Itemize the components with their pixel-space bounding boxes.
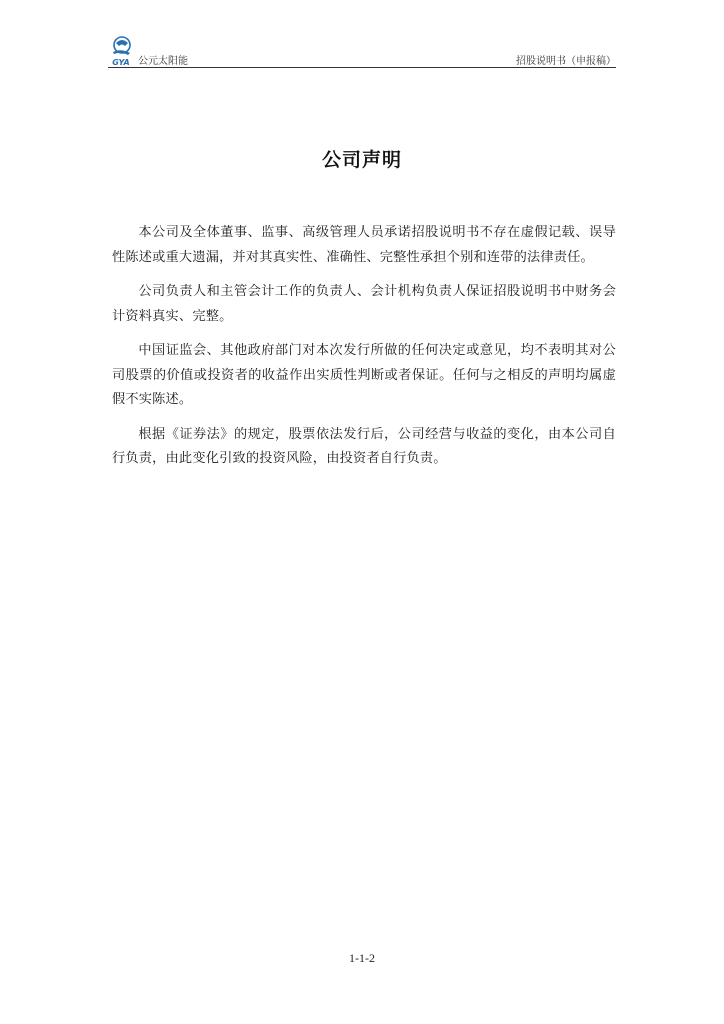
sun-bird-logo-icon (108, 34, 134, 68)
statement-body (112, 221, 616, 482)
paragraph-4: 根据《证券法》的规定，股票依法发行后，公司经营与收益的变化，由本公司自行负责，由此变化引致的投资风险，由投资者自行负责。 (112, 426, 616, 466)
paragraph-3: 中国证监会、其他政府部门对本次发行所做的任何决定或意见，均不表明其对公司股票的价值或投资者的收益作出实质性判断或者保证。任何与之相反的声明均属虚假不实陈述。 (112, 343, 616, 407)
page-header (108, 34, 616, 68)
logo-text: GYA (112, 58, 130, 67)
company-name: 公元太阳能 (138, 56, 188, 67)
header-divider (108, 67, 616, 68)
page-title: 公司声明 (321, 149, 402, 171)
paragraph-2: 公司负责人和主管会计工作的负责人、会计机构负责人保证招股说明书中财务会计资料真实、完整。 (112, 284, 616, 324)
document-name: 招股说明书（申报稿） (516, 56, 616, 67)
page-number: 1-1-2 (349, 951, 375, 965)
paragraph-1: 本公司及全体董事、监事、高级管理人员承诺招股说明书不存在虚假记载、误导性陈述或重大遗漏，并对其真实性、准确性、完整性承担个别和连带的法律责任。 (112, 225, 616, 265)
